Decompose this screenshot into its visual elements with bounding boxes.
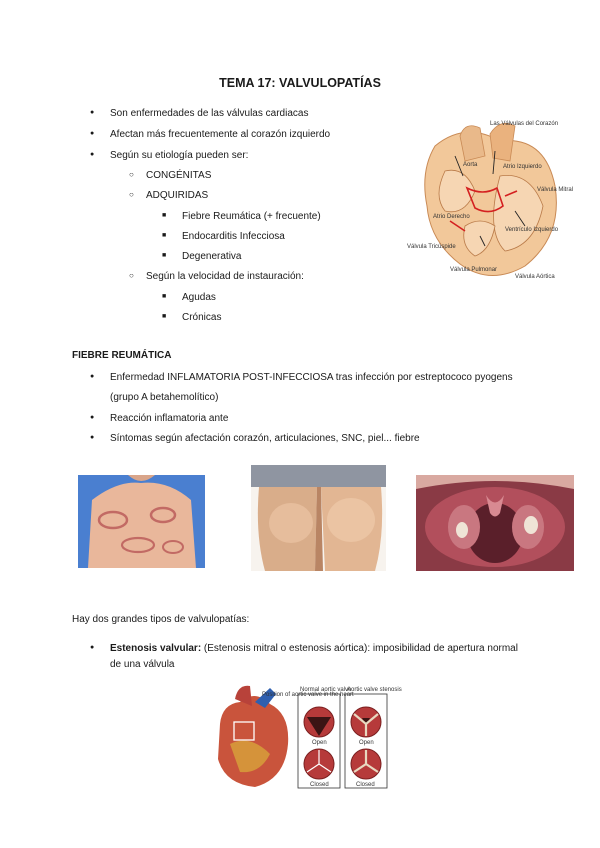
estenosis-bullet — [110, 643, 518, 654]
aortic-valve-figure — [210, 684, 402, 790]
tipos-intro: Hay dos grandes tipos de valvulopatías: — [72, 614, 250, 625]
label-valvula-aortica: Válvula Aórtica — [515, 274, 555, 280]
stenotic-closed-label: Closed — [356, 782, 375, 788]
throat-photo — [416, 475, 574, 571]
heart-valves-diagram — [405, 116, 575, 286]
fiebre-bullet-1-cont: (grupo A betahemolítico) — [110, 392, 219, 403]
adquiridas-sub-3: ■ Degenerativa — [182, 251, 241, 262]
label-ventriculo-izq: Ventrículo Izquierdo — [505, 227, 559, 233]
label-valvula-mitral: Válvula Mitral — [537, 187, 574, 193]
label-valvula-pulmonar: Válvula Pulmonar — [450, 267, 498, 273]
velocidad-sub-2: ■ Crónicas — [182, 312, 221, 323]
fiebre-bullet-1: ● Enfermedad INFLAMATORIA POST-INFECCIOSA tras infección por estreptococo pyogens — [110, 372, 513, 383]
adquiridas-sub-2: ■ Endocarditis Infecciosa — [182, 231, 285, 242]
congenitas-item: ○ CONGÉNITAS — [146, 170, 211, 181]
intro-bullet-3: ● Según su etiología pueden ser: — [110, 150, 248, 161]
normal-open-label: Open — [312, 740, 327, 746]
stenotic-open-label: Open — [359, 740, 374, 746]
adquiridas-sub-1: ■ Fiebre Reumática (+ frecuente) — [182, 211, 321, 222]
normal-valve-label: Normal aortic valve — [300, 687, 352, 693]
normal-closed-label: Closed — [310, 782, 329, 788]
label-valvula-tricuspide: Válvula Tricúspide — [407, 244, 456, 250]
fiebre-bullet-3: ● Síntomas según afectación corazón, articulaciones, SNC, piel... fiebre — [110, 433, 420, 444]
intro-bullet-1: ● Son enfermedades de las válvulas cardiacas — [110, 108, 308, 119]
skin-rash-photo — [78, 475, 205, 568]
position-label: Position of aortic valve in the heart — [262, 692, 354, 698]
label-aorta: Aorta — [463, 162, 478, 168]
estenosis-label: Estenosis valvular: — [110, 643, 202, 654]
stenotic-valve-label: Aortic valve stenosis — [347, 687, 402, 693]
label-atrio-der: Atrio Derecho — [433, 214, 470, 220]
velocidad-sub-1: ■ Agudas — [182, 292, 216, 303]
adquiridas-item: ○ ADQUIRIDAS — [146, 190, 208, 201]
diagram-title: Las Válvulas del Corazón — [490, 121, 559, 127]
fiebre-bullet-2: ● Reacción inflamatoria ante — [110, 413, 228, 424]
page-title: TEMA 17: VALVULOPATÍAS — [219, 76, 381, 90]
estenosis-cont: de una válvula — [110, 659, 175, 670]
swollen-knees-photo — [251, 465, 386, 571]
velocidad-item: ○ Según la velocidad de instauración: — [146, 271, 304, 282]
fiebre-heading: FIEBRE REUMÁTICA — [72, 350, 172, 361]
label-atrio-izq: Atrio Izquierdo — [503, 164, 542, 170]
estenosis-desc: (Estenosis mitral o estenosis aórtica): imposibilidad de apertura normal — [201, 643, 518, 654]
intro-bullet-2: ● Afectan más frecuentemente al corazón izquierdo — [110, 129, 330, 140]
